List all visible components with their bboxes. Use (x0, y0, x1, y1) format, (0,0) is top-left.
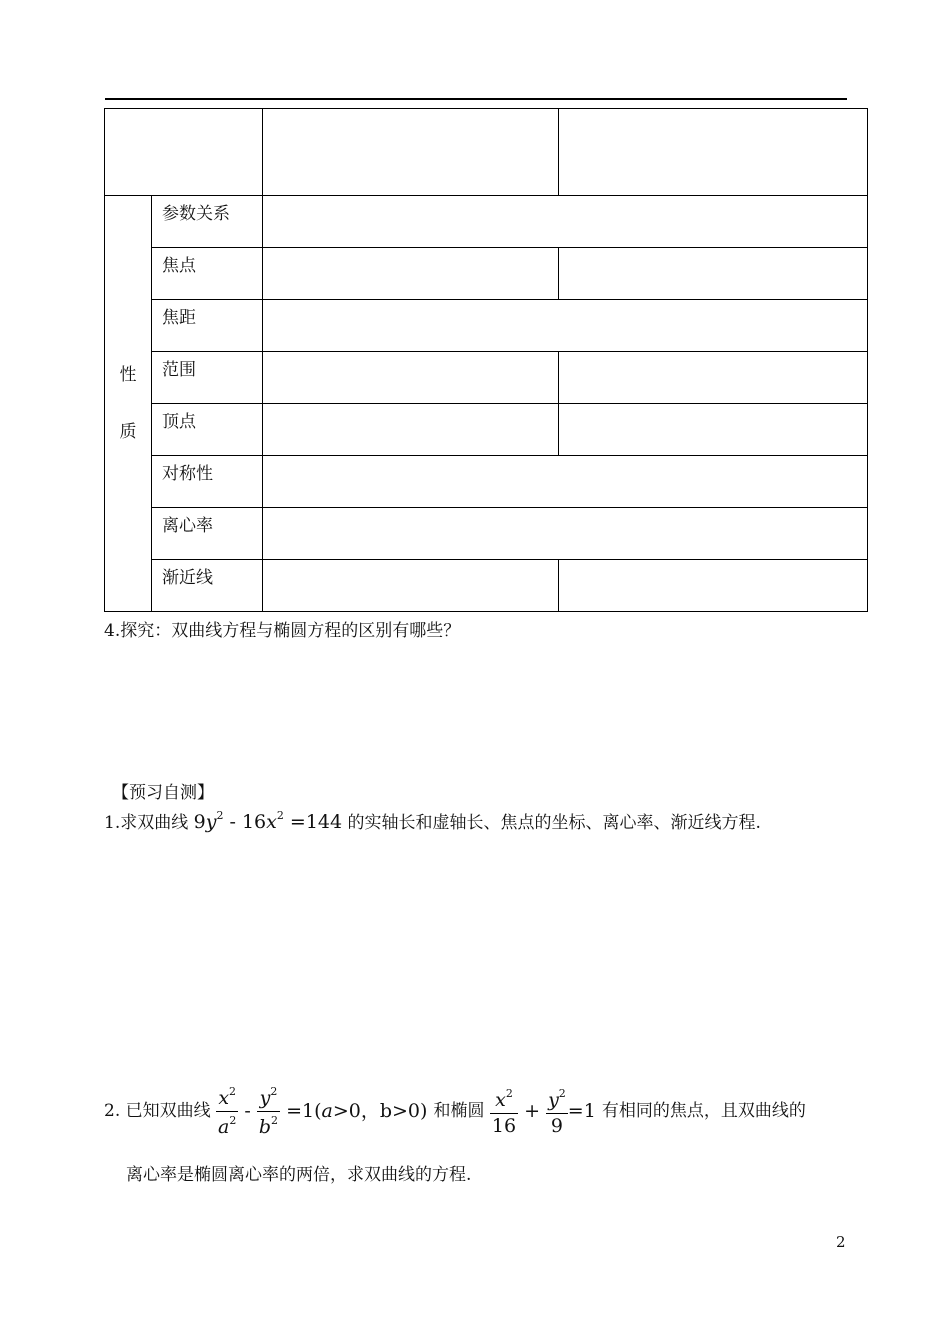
fraction: $\frac{y^2}{9}$ (548, 1086, 566, 1137)
table-row (105, 560, 868, 612)
row-label-symmetry: 对称性 (152, 456, 263, 508)
section-title: 【预习自测】 (112, 783, 214, 803)
q2-prefix: 2. 已知双曲线 (104, 1101, 211, 1121)
answer-cell (559, 352, 868, 404)
answer-cell (559, 248, 868, 300)
header-cell-2 (559, 109, 868, 196)
answer-cell (559, 404, 868, 456)
q2-middle: 和椭圆 (433, 1101, 485, 1121)
table-header-row (105, 109, 868, 196)
table-row (105, 300, 868, 352)
q2-ellipse-equation: $\frac{x^2}{16}$ + $\frac{y^2}{9}$ =1 (491, 1086, 602, 1137)
answer-cell (263, 508, 868, 560)
answer-cell (263, 300, 868, 352)
row-label-vertices: 顶点 (152, 404, 263, 456)
answer-cell (263, 196, 868, 248)
answer-cell (263, 248, 559, 300)
row-label-foci: 焦点 (152, 248, 263, 300)
category-char-2: 质 (119, 421, 137, 442)
answer-cell (559, 560, 868, 612)
header-cell-blank (105, 109, 263, 196)
row-label-range: 范围 (152, 352, 263, 404)
category-char-1: 性 (119, 364, 137, 385)
table-row (105, 404, 868, 456)
q1-equation: $9y^2 - 16x^2 =144$ (193, 809, 343, 833)
header-cell-1 (263, 109, 559, 196)
fraction: $\frac{y^2}{b^2}$ (258, 1085, 279, 1138)
answer-cell (263, 560, 559, 612)
row-label-asymptotes: 渐近线 (152, 560, 263, 612)
row-label-params: 参数关系 (152, 196, 263, 248)
question-1 (104, 808, 761, 833)
question-2 (104, 1086, 806, 1137)
answer-cell (263, 456, 868, 508)
q2-suffix: 有相同的焦点，且双曲线的 (601, 1101, 806, 1121)
answer-cell (263, 404, 559, 456)
table-row (105, 196, 868, 248)
header-rule (105, 98, 847, 100)
page-number: 2 (836, 1233, 846, 1251)
fraction: $\frac{x^2}{a^2}$ (218, 1085, 237, 1138)
answer-cell (263, 352, 559, 404)
explore-question: 4.探究：双曲线方程与椭圆方程的区别有哪些？ (104, 621, 461, 641)
q1-prefix: 1.求双曲线 (104, 813, 189, 833)
table-row (105, 352, 868, 404)
category-cell (105, 196, 152, 612)
q2-hyperbola-equation: $\frac{x^2}{a^2}$ - $\frac{y^2}{b^2}$ =1(a>0，b>0) (218, 1085, 434, 1138)
table-row (105, 508, 868, 560)
table-row (105, 456, 868, 508)
q1-suffix: 的实轴长和虚轴长、焦点的坐标、离心率、渐近线方程. (347, 813, 761, 833)
category-label (120, 347, 137, 461)
hyperbola-properties-table (104, 108, 868, 612)
question-2-line-2: 离心率是椭圆离心率的两倍，求双曲线的方程. (126, 1165, 472, 1185)
table-row (105, 248, 868, 300)
row-label-focal-distance: 焦距 (152, 300, 263, 352)
row-label-eccentricity: 离心率 (152, 508, 263, 560)
fraction: $\frac{x^2}{16}$ (491, 1086, 517, 1137)
